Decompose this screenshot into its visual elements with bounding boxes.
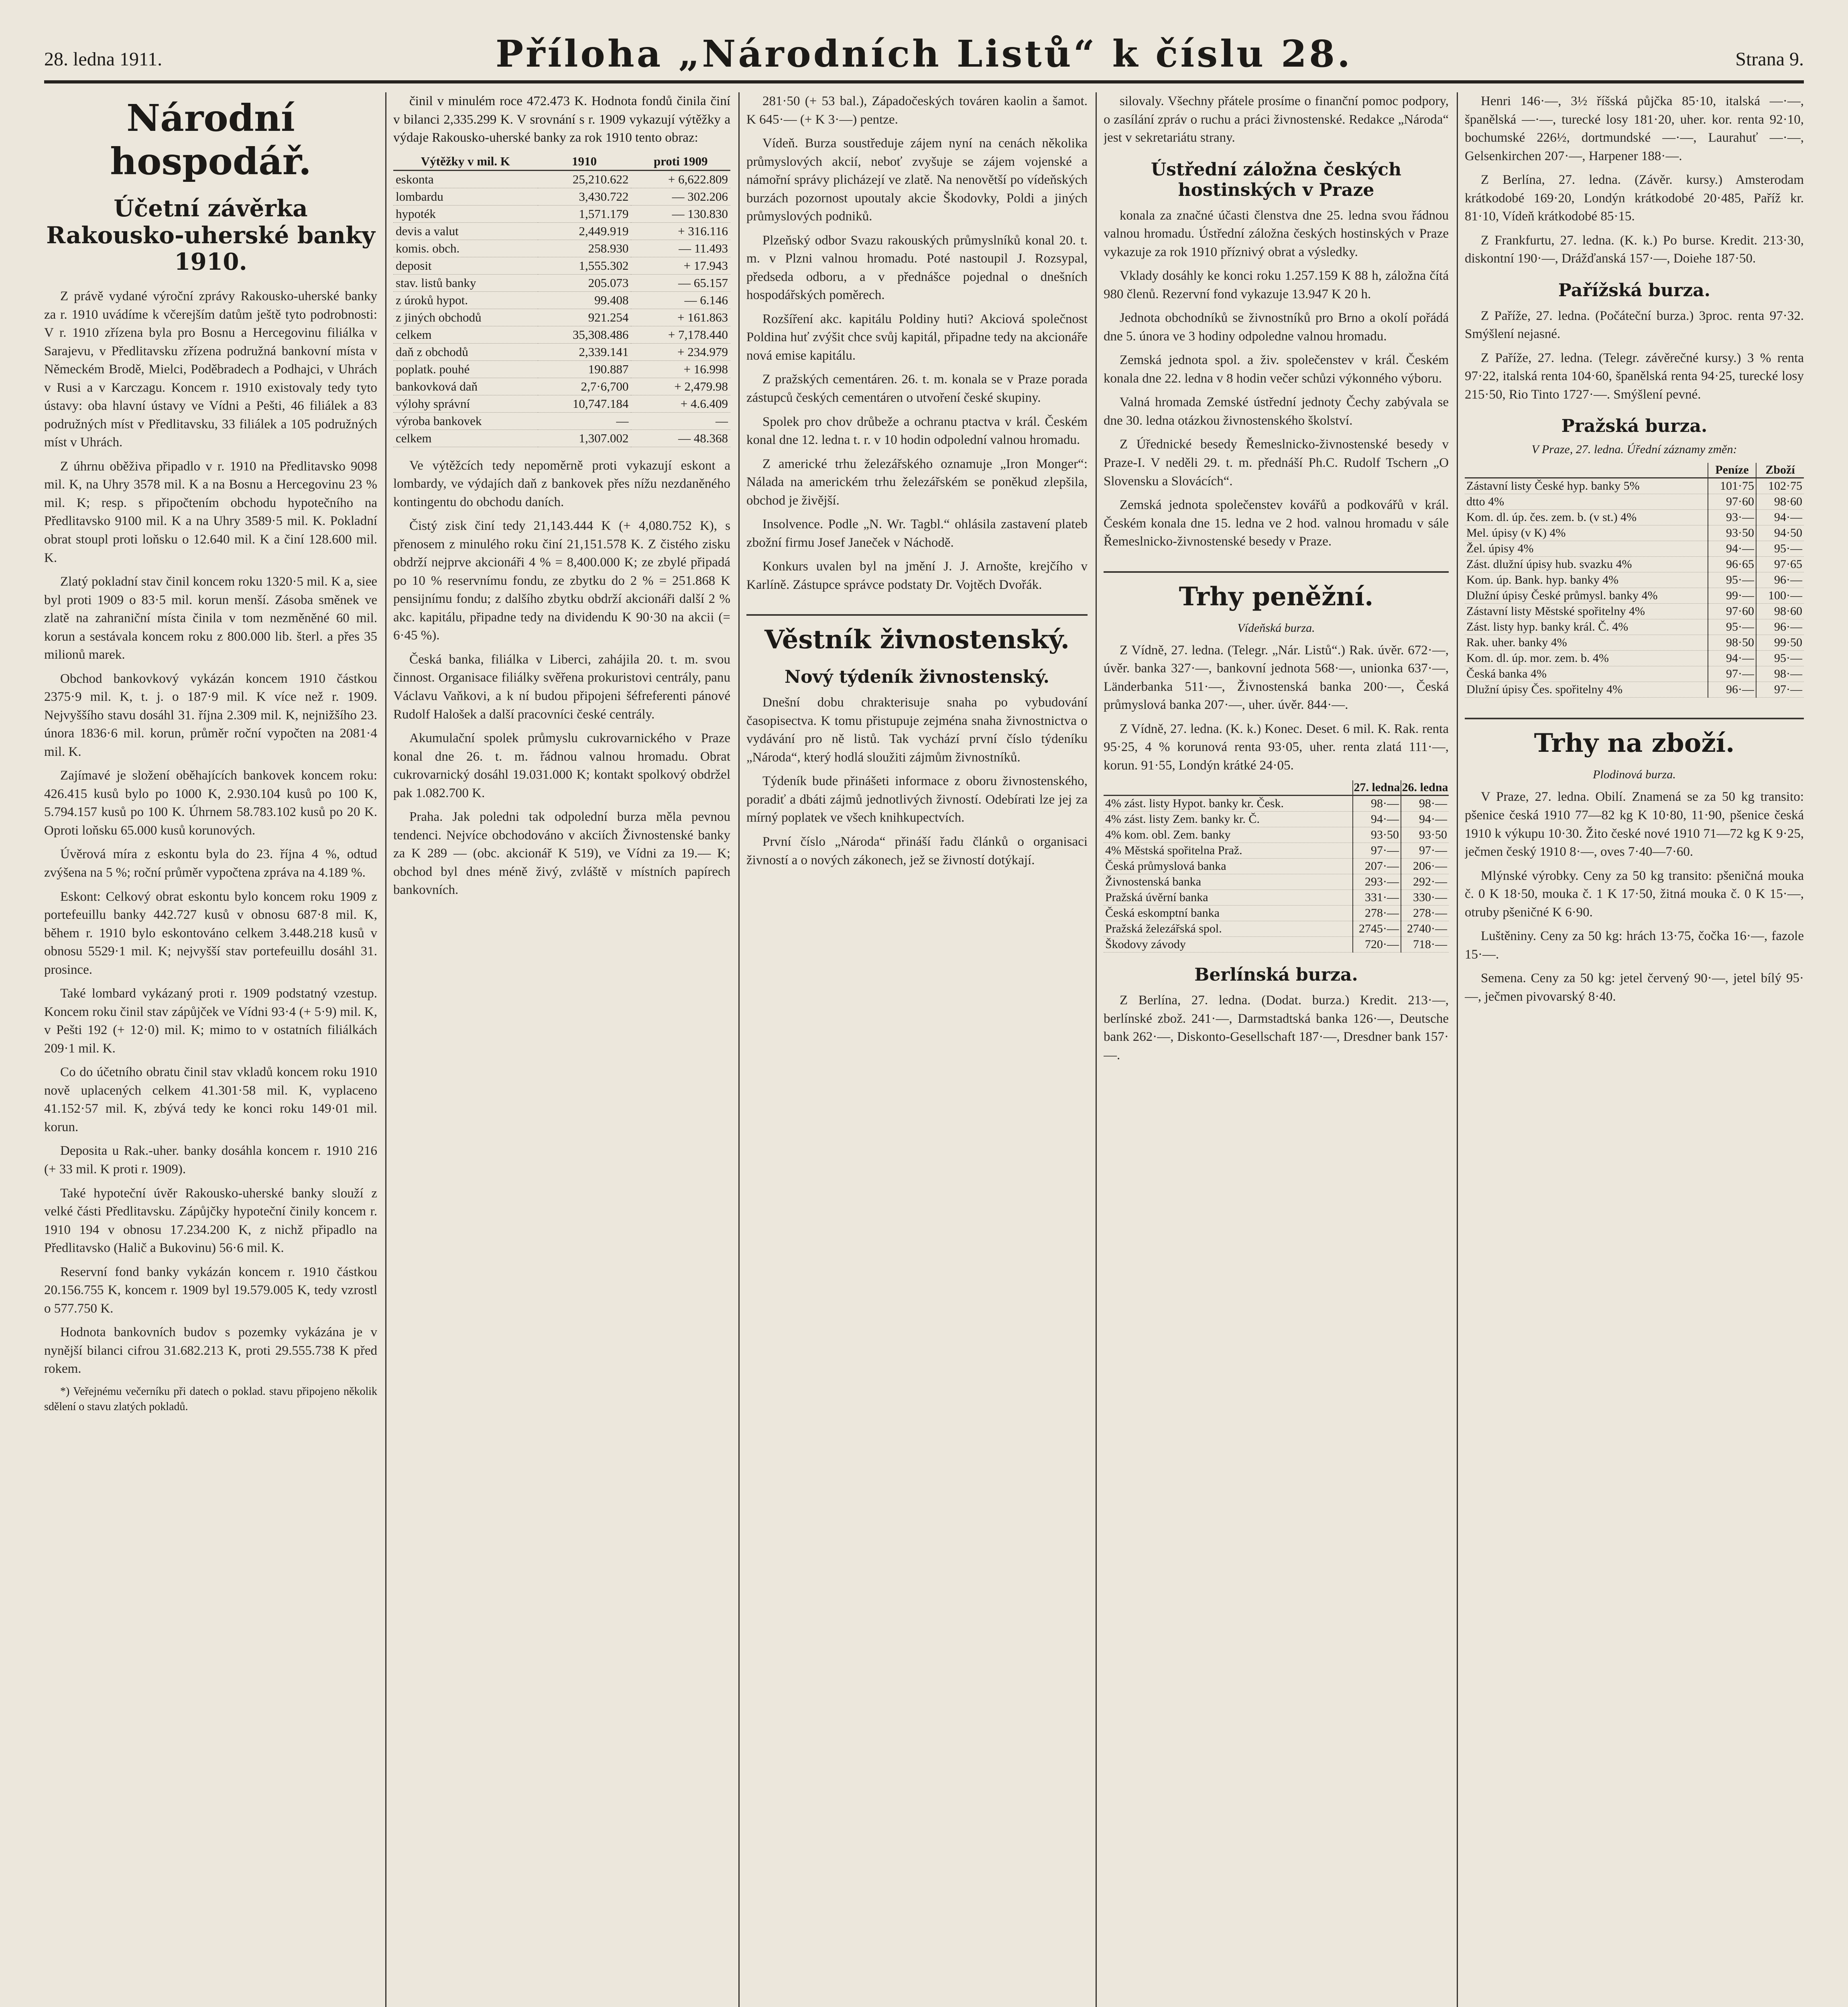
table-cell: 95·— (1708, 572, 1756, 588)
table-cell: 94·— (1708, 651, 1756, 666)
table-row (1465, 572, 1804, 588)
table-header-cell (1465, 463, 1708, 478)
table-row (1465, 682, 1804, 698)
table-cell: + 2,479.98 (631, 378, 730, 395)
article-paragraph: Insolvence. Podle „N. Wr. Tagbl.“ ohlásila zastavení plateb zbožní firmu Josef Janeček v Náchodě. (746, 517, 1088, 550)
table-row (1465, 635, 1804, 651)
table-cell: 35,308.486 (538, 326, 631, 343)
table-cell: 96·— (1756, 572, 1804, 588)
table-cell: stav. listů banky (393, 274, 538, 291)
table-cell: + 17.943 (631, 257, 730, 274)
table-row (393, 326, 730, 343)
table-cell: výlohy správní (393, 395, 538, 412)
table-cell: 99·50 (1756, 635, 1804, 651)
table-header-cell: Výtěžky v mil. K (393, 153, 538, 171)
table-row (1104, 796, 1449, 812)
table-cell: 96·— (1708, 682, 1756, 698)
table-header-row (1465, 463, 1804, 478)
column-rule (1457, 92, 1458, 2007)
table-cell: 330·— (1401, 890, 1449, 906)
table-cell: — 48.368 (631, 429, 730, 447)
table-cell: 93·50 (1353, 827, 1401, 843)
table-cell: 93·50 (1708, 525, 1756, 541)
article-body (1104, 92, 1449, 147)
subsection-title: Berlínská burza. (1194, 965, 1358, 985)
table-header-cell: 26. ledna (1401, 780, 1449, 796)
table-cell: Rak. uher. banky 4% (1465, 635, 1708, 651)
table-cell: + 316.116 (631, 222, 730, 240)
table-row (393, 205, 730, 222)
table-row (1465, 510, 1804, 525)
table-row (393, 274, 730, 291)
table-row (1465, 651, 1804, 666)
table-row (1465, 604, 1804, 619)
article-paragraph: 281·50 (+ 53 bal.), Západočeských továren kaolin a šamot. K 645·— (+ K 3·—) pentze. (746, 94, 1088, 127)
table-cell: celkem (393, 429, 538, 447)
table-row (393, 240, 730, 257)
article-paragraph: Z právě vydané výroční zprávy Rakousko-uherské banky za r. 1910 uvádíme k včerejším datům ještě tyto podrobnosti: V r. 1910 zřízena byla pro Bosnu a Hercegovinu filiálka v Sarajevu, v Předlitavsku zřízena podružná bankovní místa v Německém Brodě, Mielci, Poděbradech a Podhajci, v Uhrách v Rusi a v Karczagu. Koncem r. 1910 existovaly tedy tyto ústavy: oba hlavní ústavy ve Vídni a Pešti, 46 filiálek a 83 podružných míst v Předlitavsku, 33 filiálek a 105 podružných míst v Uhrách. (44, 289, 377, 450)
column-rule (738, 92, 740, 2007)
table-cell: 207·— (1353, 859, 1401, 874)
table-row (393, 170, 730, 188)
table-cell: 95·— (1756, 541, 1804, 557)
table-cell: 98·— (1756, 666, 1804, 682)
table-cell: — 6.146 (631, 291, 730, 309)
rates-table (1104, 780, 1449, 953)
article-paragraph: Vklady dosáhly ke konci roku 1.257.159 K 88 h, záložna čítá 980 členů. Rezervní fond vykazuje 13.947 K 20 h. (1104, 269, 1449, 301)
table-cell: 1,555.302 (538, 257, 631, 274)
table-cell: — 302.206 (631, 188, 730, 205)
table-cell: 94·— (1708, 541, 1756, 557)
table-cell: + 7,178.440 (631, 326, 730, 343)
table-cell: Pražská úvěrní banka (1104, 890, 1353, 906)
column-rule (1096, 92, 1097, 2007)
table-cell: Žel. úpisy 4% (1465, 541, 1708, 557)
table-cell: 4% zást. listy Hypot. banky kr. Česk. (1104, 796, 1353, 812)
table-cell: 278·— (1401, 906, 1449, 921)
table-cell: daň z obchodů (393, 343, 538, 360)
issue-date: 28. ledna 1911. (44, 49, 163, 70)
table-cell: + 161.863 (631, 309, 730, 326)
table-cell: 102·75 (1756, 478, 1804, 494)
column-rule (385, 92, 386, 2007)
subsection-title: Pražská burza. (1561, 416, 1708, 437)
table-cell: + 4.6.409 (631, 395, 730, 412)
table-cell: Živnostenská banka (1104, 874, 1353, 890)
table-header-cell: Zboží (1756, 463, 1804, 478)
bank-yield-table (393, 153, 730, 447)
table-cell: 206·— (1401, 859, 1449, 874)
table-cell: 4% kom. obl. Zem. banky (1104, 827, 1353, 843)
article-paragraph: Z Berlína, 27. ledna. (Závěr. kursy.) Amsterodam krátkodobé 169·20, Londýn krátkodobé 20·485, Paříž kr. 81·10, Vídeň krátkodobé 85·15. (1465, 173, 1804, 224)
table-cell: 258.930 (538, 240, 631, 257)
table-cell: celkem (393, 326, 538, 343)
article-paragraph: Z Úřednické besedy Řemeslnicko-živnostenské besedy v Praze-I. V neděli 29. t. m. přednáší Ph.C. Rudolf Tschern „O Slovensku a Slovácích“. (1104, 437, 1449, 489)
table-cell: hypoték (393, 205, 538, 222)
table-cell: 98·— (1401, 796, 1449, 812)
table-row (1104, 827, 1449, 843)
article-paragraph: Praha. Jak poledni tak odpolední burza měla pevnou tendenci. Nejvíce obchodováno v akciích Živnostenské banky za K 289 — (obc. akcionář K 519), ve Vídni za 19.— K; obchod byl dnes méně živý, zvláště v místních papírech bankovních. (393, 810, 730, 898)
article-paragraph: Z Frankfurtu, 27. ledna. (K. k.) Po burse. Kredit. 213·30, diskontní 190·—, Drážďanská 157·—, Doiehe 187·50. (1465, 233, 1804, 266)
article-paragraph: konala za značné účasti členstva dne 25. ledna svou řádnou valnou hromadu. Ústřední záložna českých hostinských v Praze vykazuje za rok 1910 příznivý obrat a výsledky. (1104, 208, 1449, 259)
table-cell: Kom. úp. Bank. hyp. banky 4% (1465, 572, 1708, 588)
table-cell: lombardu (393, 188, 538, 205)
article-paragraph: Valná hromada Zemské ústřední jednoty Čechy zabývala se dne 30. ledna otázkou živnostenského školství. (1104, 395, 1449, 428)
table-cell: 97·65 (1756, 557, 1804, 572)
article-paragraph: Dnešní dobu chrakterisuje snaha po vybudování časopisectva. K tomu přistupuje zejména snaha živnostnictva o vydávání pro ně listů. Tak vychází první číslo týdeníku „Národa“, který hodlá sloužiti zájmům živnostníků. (746, 695, 1088, 765)
table-row (393, 309, 730, 326)
table-cell: 97·60 (1708, 604, 1756, 619)
table-cell: z úroků hypot. (393, 291, 538, 309)
article-paragraph: Rozšíření akc. kapitálu Poldiny huti? Akciová společnost Poldina huť zvýšit chce svůj kapitál, připadne tedy na akcionáře nová emise kapitálu. (746, 311, 1088, 363)
supplement-title: Příloha „Národních Listů“ k číslu 28. (495, 32, 1353, 75)
table-cell: Kom. dl. úp. mor. zem. b. 4% (1465, 651, 1708, 666)
table-cell: Zást. dlužní úpisy hub. svazku 4% (1465, 557, 1708, 572)
table-cell: Dlužní úpisy Čes. spořitelny 4% (1465, 682, 1708, 698)
table-header-cell: 1910 (538, 153, 631, 171)
subsection-title: Pařížská burza. (1558, 280, 1711, 301)
table-cell: 1,571.179 (538, 205, 631, 222)
table-cell: 720·— (1353, 937, 1401, 953)
article-paragraph: Týdeník bude přinášeti informace z oboru živnostenského, poradiť a dbáti zájmů jednotlivých živností. Odebírati lze jej za mírný poplatek ve všech knihkupectvích. (746, 774, 1088, 825)
article-paragraph: Také lombard vykázaný proti r. 1909 podstatný vzestup. Koncem roku činil stav zápůjček ve Vídni 93·4 (+ 5·9) mil. K, v Pešti 192 (+ 12·0) mil. K; mimo to v ostatních filiálkách 209·1 mil. K. (44, 986, 377, 1056)
table-cell: 95·— (1708, 619, 1756, 635)
article-paragraph: Mlýnské výrobky. Ceny za 50 kg transito: pšeničná mouka č. 0 K 18·50, mouka č. 1 K 17·50, žitná mouka č. 0 K 15·—, otruby pšeničné K 6·90. (1465, 868, 1804, 920)
table-header-cell (1104, 780, 1353, 796)
article-paragraph: Konkurs uvalen byl na jmění J. J. Arnošte, krejčího v Karlíně. Zástupce správce podstaty Dr. Vojtěch Dvořák. (746, 559, 1088, 592)
article-paragraph: Reservní fond banky vykázán koncem r. 1910 částkou 20.156.755 K, koncem r. 1909 byl 19.579.005 K, tedy vzrostl o 577.750 K. (44, 1264, 377, 1316)
table-cell: 93·50 (1401, 827, 1449, 843)
table-row (1104, 890, 1449, 906)
table-cell: Pražská železářská spol. (1104, 921, 1353, 937)
table-cell: 25,210.622 (538, 170, 631, 188)
table-cell: 95·— (1756, 651, 1804, 666)
article-paragraph: silovaly. Všechny přátele prosíme o finanční pomoc podpory, o zasílání zpráv o ruchu a práci živnostenské. Redakce „Národa“ jest v sekretariátu strany. (1104, 94, 1449, 145)
article-paragraph: Zlatý pokladní stav činil koncem roku 1320·5 mil. K a, siee byl proti 1909 o 83·5 mil. korun menší. Zásoba směnek ve zlatě na zahraniční místa činila v tom nezměněné 60 mil. korun a sestávala koncem roku z 800.000 lib. šterl. a přes 35 milionů marek. (44, 574, 377, 662)
article-paragraph: činil v minulém roce 472.473 K. Hodnota fondů činila činí v bilanci 2,335.299 K. V srovnání s r. 1909 vykazují výtěžky a výdaje Rakousko-uherské banky za rok 1910 tento obraz: (393, 94, 730, 145)
subsection-title: Vídeňská burza. (1237, 621, 1315, 635)
table-cell: 94·— (1401, 812, 1449, 827)
article-paragraph: Vídeň. Burza soustředuje zájem nyní na cenách několika průmyslových akcií, neboť zvyšuje se zájem vojenské a námořní správy plicházejí ve zlatě. Na nenovětší po vídeňských burzách pozornost upoutaly akcie Škodovky, Poldi a jiných průmyslových podniků. (746, 136, 1088, 224)
article-paragraph: První číslo „Národa“ přináší řadu článků o organisaci živností a o nových zákonech, jež se živností dotýkají. (746, 835, 1088, 867)
article-paragraph: Z americké trhu železářského oznamuje „Iron Monger“: Nálada na americkém trhu železářském se poněkud zlepšila, obchod je živější. (746, 456, 1088, 508)
table-row (393, 188, 730, 205)
article-paragraph: Z úhrnu oběživa připadlo v r. 1910 na Předlitavsko 9098 mil. K, na Uhry 3578 mil. K a na Bosnu a Hercegovinu 23 % mil. K; resp. s připočtením obchodu hypotečního na Předlitavsko 9100 mil. K a na Uhry 3589·5 mil. K. Pokladní obrat stoupl proti loňsku o 12.640 mil. K a činí 128.600 mil. K. (44, 459, 377, 565)
article-paragraph: Z pražských cementáren. 26. t. m. konala se v Praze porada zástupců českých cementáren o utvoření české skupiny. (746, 372, 1088, 405)
table-cell: 205.073 (538, 274, 631, 291)
footnote: *) Veřejnému večerníku při datech o poklad. stavu připojeno několik sdělení o stavu zlatých pokladů. (44, 1385, 377, 1413)
table-cell: bankovková daň (393, 378, 538, 395)
table-cell: výroba bankovek (393, 412, 538, 429)
table-row (1104, 921, 1449, 937)
table-cell: Česká eskomptní banka (1104, 906, 1353, 921)
table-cell: Česká banka 4% (1465, 666, 1708, 682)
article-paragraph: Z Vídně, 27. ledna. (K. k.) Konec. Deset. 6 mil. K. Rak. renta 95·25, 4 % korunová renta 93·05, uher. renta zlatá 111·—, korun. 91·55, Londýn krátké 24·05. (1104, 721, 1449, 773)
page-number: Strana 9. (1735, 49, 1804, 70)
article-paragraph: Česká banka, filiálka v Liberci, zahájila 20. t. m. svou činnost. Organisace filiálky svěřena prokuristovi centrály, panu Václavu Vaňkovi, a k ní budou připojeni šéfreferenti pánové Rudolf Halošek a další pracovníci české centrály. (393, 652, 730, 722)
table-cell: — (631, 412, 730, 429)
table-cell: 93·— (1708, 510, 1756, 525)
table-cell: 2745·— (1353, 921, 1401, 937)
article-paragraph: Deposita u Rak.-uher. banky dosáhla koncem r. 1910 216 (+ 33 mil. K proti r. 1909). (44, 1144, 377, 1177)
table-cell: 97·— (1708, 666, 1756, 682)
article-body (1104, 991, 1449, 1065)
table-cell: 98·60 (1756, 604, 1804, 619)
table-cell: Zást. listy hyp. banky král. Č. 4% (1465, 619, 1708, 635)
table-cell: eskonta (393, 170, 538, 188)
table-cell: 3,430.722 (538, 188, 631, 205)
table-cell: poplatk. pouhé (393, 360, 538, 378)
table-cell: Zástavní listy České hyp. banky 5% (1465, 478, 1708, 494)
table-row (393, 360, 730, 378)
table-cell: 99.408 (538, 291, 631, 309)
article-paragraph: Henri 146·—, 3½ říšská půjčka 85·10, italská —·—, španělská —·—, turecké losy 181·20, uher. kor. renta 92·10, bochumské 226½, dortmundské —·—, Laurahuť —·—, Gelsenkirchen 207·—, Harpener 188·—. (1465, 94, 1804, 163)
table-cell: 100·— (1756, 588, 1804, 604)
table-header-row (393, 153, 730, 171)
table-cell: — 65.157 (631, 274, 730, 291)
table-cell: 2740·— (1401, 921, 1449, 937)
article-paragraph: Také hypoteční úvěr Rakousko-uherské banky slouží z velké části Předlitavsku. Zápůjčky hypoteční činily koncem r. 1910 194 v obnosu 17.234.200 K, z nichž připadlo na Předlitavsko (Halič a Bukovinu) 56·6 mil. K. (44, 1186, 377, 1256)
table-cell: — 130.830 (631, 205, 730, 222)
article-paragraph: Semena. Ceny za 50 kg: jetel červený 90·—, jetel bílý 95·—, ječmen pivovarský 8·40. (1465, 971, 1804, 1004)
table-cell: 97·60 (1708, 494, 1756, 510)
table-cell: 293·— (1353, 874, 1401, 890)
table-cell: 278·— (1353, 906, 1401, 921)
table-row (1104, 874, 1449, 890)
table-cell: 94·— (1353, 812, 1401, 827)
table-cell: 1,307.002 (538, 429, 631, 447)
column-4 (1104, 92, 1449, 2007)
column-1 (44, 92, 377, 2007)
article-paragraph: Plzeňský odbor Svazu rakouských průmyslníků konal 20. t. m. v Plzni valnou hromadu. Poté nastoupil J. Rozsypal, předseda odboru, a v přednášce pojednal o dnešních hospodářských poměrech. (746, 233, 1088, 303)
table-row (1104, 937, 1449, 953)
article-body (1104, 641, 1449, 775)
table-row (393, 395, 730, 412)
table-cell: — 11.493 (631, 240, 730, 257)
table-cell: 96·— (1756, 619, 1804, 635)
columns (44, 92, 1804, 2007)
article-body (1465, 92, 1804, 268)
article-paragraph: Zemská jednota společenstev kovářů a podkovářů v král. Českém konala dne 15. ledna ve 2 hod. valnou hromadu v sále Řemeslnicko-živnostenské besedy v Praze. (1104, 498, 1449, 549)
table-cell: devis a valut (393, 222, 538, 240)
table-cell: Mel. úpisy (v K) 4% (1465, 525, 1708, 541)
table-cell: 98·50 (1708, 635, 1756, 651)
table-cell: 2,449.919 (538, 222, 631, 240)
table-row (393, 429, 730, 447)
page-header (44, 32, 1804, 83)
table-cell: 97·— (1353, 843, 1401, 859)
article-headline: Ústřední záložna českých hostinských v Praze (1151, 159, 1402, 200)
table-cell: 718·— (1401, 937, 1449, 953)
column-2 (393, 92, 730, 2007)
table-cell: deposit (393, 257, 538, 274)
article-body (393, 457, 730, 900)
table-cell: 4% Městská spořitelna Praž. (1104, 843, 1353, 859)
table-cell: 10,747.184 (538, 395, 631, 412)
article-body (746, 694, 1088, 869)
section-title: Věstník živnostenský. (746, 614, 1088, 655)
table-row (1465, 588, 1804, 604)
table-row (1465, 619, 1804, 635)
table-cell: 2,7·6,700 (538, 378, 631, 395)
article-paragraph: Hodnota bankovních budov s pozemky vykázána je v nynější bilanci cifrou 31.682.213 K, proti 29.555.738 K před rokem. (44, 1325, 377, 1376)
table-cell: Česká průmyslová banka (1104, 859, 1353, 874)
section-title: Trhy na zboží. (1465, 718, 1804, 758)
table-cell: z jiných obchodů (393, 309, 538, 326)
table-cell: Dlužní úpisy České průmysl. banky 4% (1465, 588, 1708, 604)
table-cell: 94·50 (1756, 525, 1804, 541)
table-header-cell: proti 1909 (631, 153, 730, 171)
table-row (1104, 906, 1449, 921)
table-row (1465, 494, 1804, 510)
table-header-cell: 27. ledna (1353, 780, 1401, 796)
table-header-row (1104, 780, 1449, 796)
article-paragraph: Jednota obchodníků se živnostníků pro Brno a okolí pořádá dne 5. února ve 3 hodiny odpoledne valnou hromadu. (1104, 311, 1449, 344)
section-title: Národní hospodář. (110, 96, 311, 183)
article-paragraph: Z Paříže, 27. ledna. (Telegr. závěrečné kursy.) 3 % renta 97·22, italská renta 104·60, španělská renta 94·25, turecké losy 215·50, Rio Tinto 1727·—. Smýšlení pevné. (1465, 350, 1804, 402)
article-paragraph: Eskont: Celkový obrat eskontu bylo koncem roku 1909 z portefeuillu banky 442.727 kusů v obnosu 687·8 mil. K, během r. 1910 bylo eskontováno celkem 3.448.218 kusů v obnosu 5529·1 mil. K; nejvyšší stav portefeuillu dosáhl 31. prosince. (44, 889, 377, 977)
article-paragraph: Luštěniny. Ceny za 50 kg: hrách 13·75, čočka 16·—, fazole 15·—. (1465, 929, 1804, 962)
table-row (1104, 859, 1449, 874)
table-row (1465, 541, 1804, 557)
prague-exchange-table (1465, 463, 1804, 698)
article-paragraph: Ve výtěžcích tedy nepoměrně proti vykazují eskont a lombardy, ve výdajích daň z bankovek přes nížu nezdaněného kontingentu do obchodu daních. (393, 458, 730, 509)
table-cell: 99·— (1708, 588, 1756, 604)
article-body (1104, 207, 1449, 551)
article-body (1465, 307, 1804, 404)
table-cell: Kom. dl. úp. čes. zem. b. (v st.) 4% (1465, 510, 1708, 525)
table-cell: 292·— (1401, 874, 1449, 890)
column-3 (746, 92, 1088, 2007)
table-cell: Zástavní listy Městské spořitelny 4% (1465, 604, 1708, 619)
table-cell: 331·— (1353, 890, 1401, 906)
table-cell: komis. obch. (393, 240, 538, 257)
article-paragraph: V Praze, 27. ledna. Obilí. Znamená se za 50 kg transito: pšenice česká 1910 77—82 kg K 10·80, 11·90, pšenice česká 1910 k výkupu 10·30. Žito české nové 1910 71—72 kg K 9·25, ječmen český 1910 8·—, oves 7·40—7·60. (1465, 790, 1804, 859)
table-cell: 98·— (1353, 796, 1401, 812)
section-title: Trhy peněžní. (1104, 571, 1449, 612)
article-paragraph: Obchod bankovkový vykázán koncem 1910 částkou 2375·9 mil. K, t. j. o 187·9 mil. K více než r. 1909. Nejvyššího stavu dosáhl 31. října 2.309 mil. K, nejnižšího 23. února 1836·6 mil. korun, průměr roční vypočten na 2081·4 mil. K. (44, 671, 377, 759)
article-body (746, 92, 1088, 594)
table-cell: 98·60 (1756, 494, 1804, 510)
table-row (393, 222, 730, 240)
table-cell: 96·65 (1708, 557, 1756, 572)
article-paragraph: Akumulační spolek průmyslu cukrovarnického v Praze konal dne 26. t. m. řádnou valnou hromadu. Obrat cukrovarnický dosáhl 19.031.000 K; kontakt spolkový obdržel pak 1.082.700 K. (393, 731, 730, 800)
subsection-note: V Praze, 27. ledna. Úřední záznamy změn: (1531, 443, 1737, 456)
table-row (393, 257, 730, 274)
article-paragraph: Spolek pro chov drůbeže a ochranu ptactva v král. Českém konal dne 12. ledna t. r. v 10 hodin odpolední valnou hromadu. (746, 414, 1088, 448)
table-cell: Škodovy závody (1104, 937, 1353, 953)
table-row (1465, 666, 1804, 682)
subsection-title: Plodinová burza. (1593, 768, 1676, 782)
article-paragraph: Zajímavé je složení oběhajících bankovek koncem roku: 426.415 kusů bylo po 1000 K, 2.930.104 kusů po 100 K, 5.794.157 kusů po 100 K. Úhrnem 58.783.102 kusů po 20 K. Oproti loňsku 65.000 kusů korunových. (44, 768, 377, 838)
table-cell: 97·— (1756, 682, 1804, 698)
article-body (1465, 788, 1804, 1006)
table-cell: 190.887 (538, 360, 631, 378)
table-row (393, 343, 730, 360)
table-row (1465, 557, 1804, 572)
table-cell: 101·75 (1708, 478, 1756, 494)
table-row (393, 291, 730, 309)
table-cell: 4% zást. listy Zem. banky kr. Č. (1104, 812, 1353, 827)
table-row (393, 412, 730, 429)
article-headline: Nový týdeník živnostenský. (785, 667, 1049, 688)
table-row (1465, 478, 1804, 494)
article-paragraph: Z Vídně, 27. ledna. (Telegr. „Nár. Listů“.) Rak. úvěr. 672·—, úvěr. banka 327·—, bankovní jednota 568·—, unionka 637·—, Länderbanka 511·—, Živnostenská banka 200·—, Česká průmyslová banka 207·—, uher. úvěr. 844·—. (1104, 643, 1449, 712)
table-cell: + 234.979 (631, 343, 730, 360)
table-cell: + 16.998 (631, 360, 730, 378)
table-row (393, 378, 730, 395)
table-row (1104, 812, 1449, 827)
article-headline: Účetní závěrka Rakousko-uherské banky 1910. (46, 195, 375, 276)
table-cell: + 6,622.809 (631, 170, 730, 188)
table-cell: — (538, 412, 631, 429)
table-row (1465, 525, 1804, 541)
table-row (1104, 843, 1449, 859)
column-5 (1465, 92, 1804, 2007)
article-paragraph: Úvěrová míra z eskontu byla do 23. října 4 %, odtud zvýšena na 5 %; roční průměr vypočtena zpráva na 4.189 %. (44, 847, 377, 880)
article-paragraph: Z Berlína, 27. ledna. (Dodat. burza.) Kredit. 213·—, berlínské zbož. 241·—, Darmstadtská banka 126·—, Deutsche bank 262·—, Diskonto-Gesellschaft 187·—, Dresdner bank 157·—. (1104, 993, 1449, 1063)
article-body (44, 287, 377, 1378)
table-header-cell: Peníze (1708, 463, 1756, 478)
table-cell: 921.254 (538, 309, 631, 326)
article-paragraph: Čistý zisk činí tedy 21,143.444 K (+ 4,080.752 K), s přenosem z minulého roku činí 21,151.578 K. Z čistého zisku obdrží nejprve akcionáři 4 % = 8,400.000 K; ze zbylé připadá po 10 % reservnímu fondu, ze zbytku do 2 % = 251.868 K pensijnímu fondu; z dalšího zbytku obdrží akcionáři další 2 % akc. kapitálu, připadne tedy na dividendu K 90·30 na akcii (= 6·45 %). (393, 519, 730, 643)
article-paragraph: Co do účetního obratu činil stav vkladů koncem roku 1910 nově uplacených celkem 41.301·58 mil. K, vyplaceno 41.152·57 mil. K, zbývá tedy ke konci roku 149·01 mil. korun. (44, 1065, 377, 1134)
table-cell: 94·— (1756, 510, 1804, 525)
table-cell: 97·— (1401, 843, 1449, 859)
article-paragraph: Zemská jednota spol. a živ. společenstev v král. Českém konala dne 22. ledna v 8 hodin večer schůzi výkonného výboru. (1104, 353, 1449, 386)
table-cell: dtto 4% (1465, 494, 1708, 510)
article-paragraph: Z Paříže, 27. ledna. (Počáteční burza.) 3proc. renta 97·32. Smýšlení nejasné. (1465, 308, 1804, 342)
table-cell: 2,339.141 (538, 343, 631, 360)
